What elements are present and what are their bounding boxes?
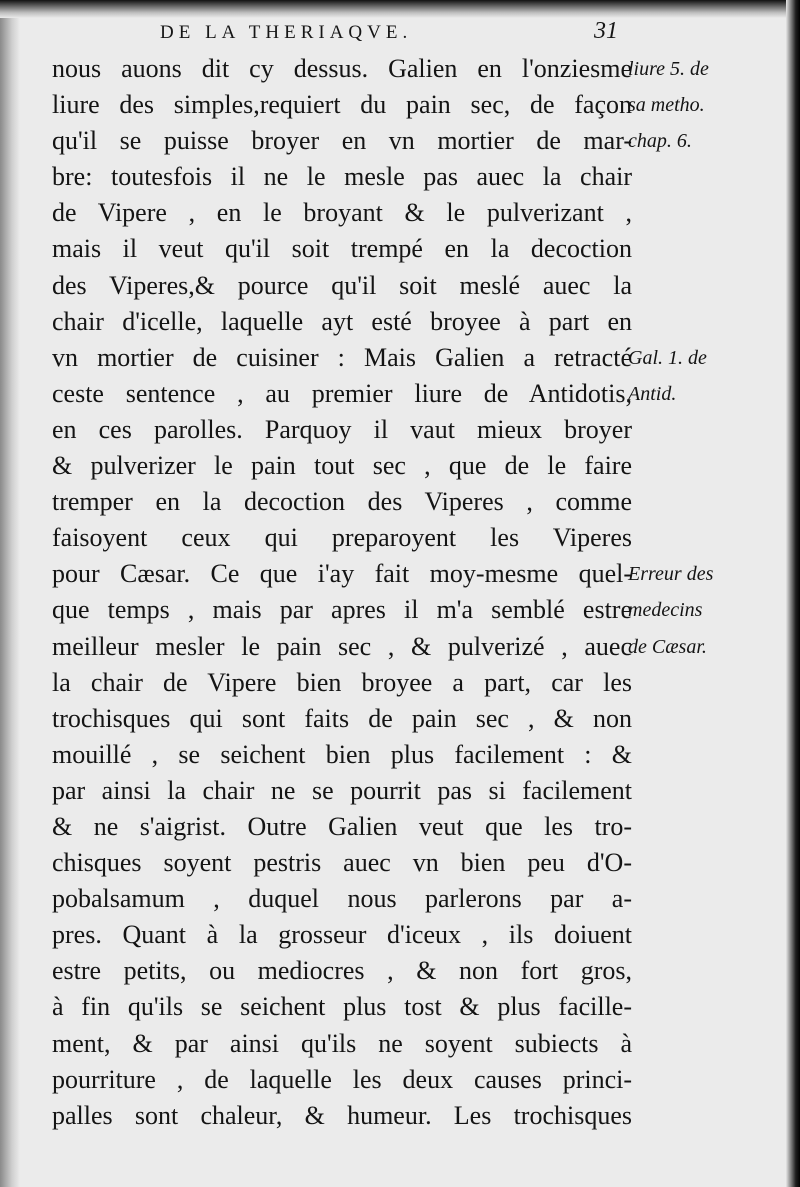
margin-note-erreur	[628, 556, 758, 664]
text-line: que temps , mais par apres il m'a semblé estre	[52, 595, 632, 625]
margin-note-line: de Cæsar.	[628, 635, 707, 658]
text-line: mouillé , se seichent bien plus facilement : &	[52, 739, 632, 769]
page-right-edge	[786, 0, 800, 1187]
text-line: pobalsamum , duquel nous parlerons par a-	[52, 884, 632, 914]
text-line: liure des simples,requiert du pain sec, de façon	[52, 90, 632, 120]
text-line: à fin qu'ils se seichent plus tost & plus facille-	[52, 992, 632, 1022]
text-line: ment, & par ainsi qu'ils ne soyent subiects à	[52, 1028, 632, 1058]
text-line: chair d'icelle, laquelle ayt esté broyee à part en	[52, 306, 632, 336]
text-line: nous auons dit cy dessus. Galien en l'onziesme	[52, 54, 632, 83]
margin-note-line: Antid.	[628, 382, 677, 405]
text-line: bre: toutesfois il ne le mesle pas auec la chair	[52, 162, 632, 192]
text-line: pres. Quant à la grosseur d'iceux , ils doiuent	[52, 920, 632, 950]
text-line: chisques soyent pestris auec vn bien peu d'O-	[52, 848, 632, 878]
text-line: & pulverizer le pain tout sec , que de le faire	[52, 451, 632, 481]
text-line: mais il veut qu'il soit trempé en la decoction	[52, 234, 632, 264]
margin-note-citation	[628, 51, 758, 159]
text-line: estre petits, ou mediocres , & non fort gros,	[52, 956, 632, 986]
text-line: ceste sentence , au premier liure de Antidotis,	[52, 378, 632, 408]
margin-note-line: chap. 6.	[628, 130, 692, 153]
margin-note-line: Erreur des	[628, 563, 714, 586]
body-text	[52, 51, 632, 1134]
margin-note-line: liure 5. de	[628, 58, 709, 80]
text-line: & ne s'aigrist. Outre Galien veut que les tro-	[52, 811, 632, 841]
text-line: de Vipere , en le broyant & le pulverizant ,	[52, 198, 632, 228]
text-line: la chair de Vipere bien broyee a part, car les	[52, 667, 632, 697]
text-line: palles sont chaleur, & humeur. Les trochisques	[52, 1100, 632, 1130]
margin-notes	[628, 51, 758, 665]
margin-note-line: sa metho.	[628, 94, 705, 117]
text-line: en ces parolles. Parquoy il vaut mieux broyer	[52, 414, 632, 444]
text-line: pour Cæsar. Ce que i'ay fait moy-mesme quel-	[52, 559, 632, 589]
text-line: qu'il se puisse broyer en vn mortier de mar-	[52, 126, 632, 156]
margin-note-line: medecins	[628, 599, 703, 622]
page-gutter-shadow	[0, 0, 20, 1187]
running-title: DE LA THERIAQVE.	[160, 22, 413, 43]
text-line: trochisques qui sont faits de pain sec , & non	[52, 703, 632, 733]
text-line: des Viperes,& pource qu'il soit meslé auec la	[52, 270, 632, 300]
text-line: vn mortier de cuisiner : Mais Galien a retracté	[52, 342, 632, 372]
margin-note-antidotis	[628, 340, 758, 412]
page-number: 31	[594, 18, 618, 44]
text-line: pourriture , de laquelle les deux causes princi-	[52, 1064, 632, 1094]
text-line: tremper en la decoction des Viperes , comme	[52, 487, 632, 517]
margin-note-line: Gal. 1. de	[628, 346, 707, 369]
text-line: meilleur mesler le pain sec , & pulverizé , auec	[52, 631, 632, 661]
text-line: par ainsi la chair ne se pourrit pas si facilement	[52, 775, 632, 805]
text-line: faisoyent ceux qui preparoyent les Viperes	[52, 523, 632, 553]
page-top-edge	[0, 0, 800, 18]
